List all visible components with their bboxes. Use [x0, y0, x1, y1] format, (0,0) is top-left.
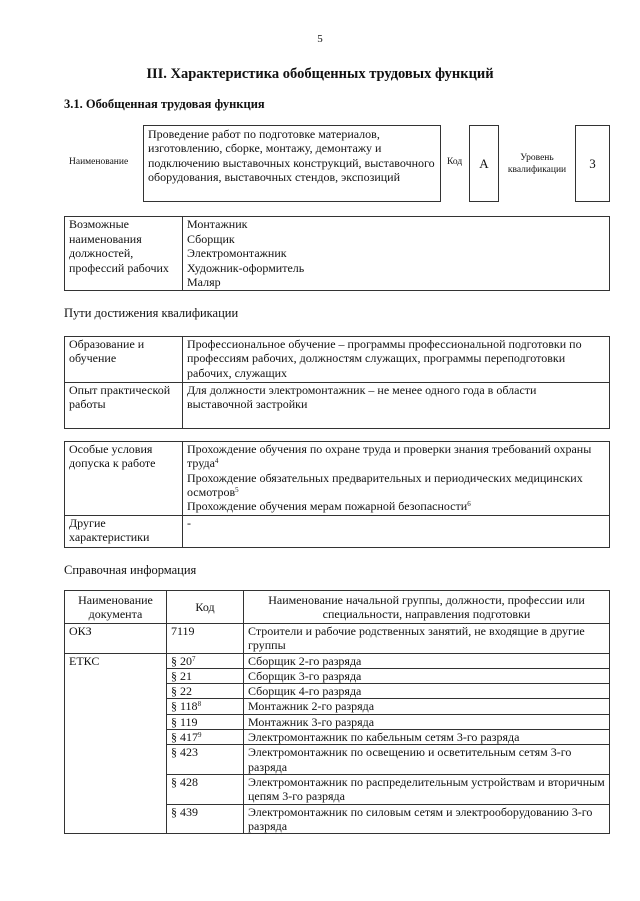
conditions-table	[64, 441, 610, 548]
reference-title: Справочная информация	[64, 563, 197, 577]
function-name-value: Проведение работ по подготовке материалов, изготовлению, сборке, монтажу, демонтажу и подключению выставочных конструкций, выставочного оборудования, выставочных стендов, экспозиций	[148, 127, 435, 184]
footnote-ref: 6	[467, 500, 471, 509]
okz-name: Строители и рабочие родственных занятий, не входящие в другие группы	[244, 624, 610, 654]
function-level-value: 3	[589, 155, 596, 171]
footnote-ref: 8	[197, 700, 202, 709]
reference-header-code: Код	[167, 591, 244, 624]
condition-item: Прохождение обучения мерам пожарной безопасности$^6$	[187, 499, 471, 514]
conditions-list	[183, 442, 610, 516]
footnote-ref: 5	[235, 485, 239, 494]
experience-label: Опыт практической работы	[65, 383, 183, 429]
function-level-label: Уровень квалификации	[507, 153, 567, 175]
etks-name: Сборщик 4-го разряда	[244, 684, 610, 699]
position-item: Маляр	[187, 275, 221, 290]
okz-code: 7119	[167, 624, 244, 654]
etks-name: Электромонтажник по силовым сетям и электрооборудованию 3-го разряда	[244, 804, 610, 834]
function-code-value: А	[479, 155, 489, 171]
etks-code: § 428	[167, 774, 244, 804]
function-name-box	[143, 125, 441, 202]
etks-doc: ЕТКС	[65, 653, 167, 834]
etks-name: Монтажник 2-го разряда	[244, 699, 610, 714]
etks-name: Монтажник 3-го разряда	[244, 714, 610, 729]
function-code-box	[469, 125, 499, 202]
function-level-box	[575, 125, 610, 202]
function-code-label: Код	[447, 157, 463, 167]
etks-name: Сборщик 3-го разряда	[244, 668, 610, 683]
education-label: Образование и обучение	[65, 337, 183, 383]
qualification-table	[64, 336, 610, 429]
footnote-ref: 7	[192, 654, 196, 663]
footnote-ref: 9	[198, 731, 202, 740]
reference-table	[64, 590, 610, 834]
reference-header-doc: Наименование документа	[65, 591, 167, 624]
etks-code: § 21	[167, 668, 244, 683]
position-item: Сборщик	[187, 231, 235, 246]
okz-doc: ОКЗ	[65, 624, 167, 654]
education-value: Профессиональное обучение – программы профессиональной подготовки по профессиям рабочих, должностям служащих, программы переподготовки рабочих, служащих	[183, 337, 610, 383]
positions-table	[64, 216, 610, 291]
other-value: -	[183, 516, 610, 548]
etks-code: § 439	[167, 804, 244, 834]
conditions-label: Особые условия допуска к работе	[65, 442, 183, 516]
etks-code: § 22	[167, 684, 244, 699]
etks-name: Электромонтажник по кабельным сетям 3-го разряда	[244, 730, 610, 745]
function-name-label: Наименование	[69, 157, 129, 167]
positions-label: Возможные наименования должностей, профессий рабочих	[65, 217, 183, 291]
footnote-ref: 4	[214, 457, 219, 466]
position-item: Монтажник	[187, 217, 248, 231]
experience-value: Для должности электромонтажник – не менее одного года в области выставочной застройки	[183, 383, 610, 429]
etks-code: § 423	[167, 745, 244, 775]
etks-name: Сборщик 2-го разряда	[244, 653, 610, 668]
etks-code: § $20^7$	[167, 653, 244, 668]
position-item: Электромонтажник	[187, 246, 287, 261]
etks-code: § $417^9$	[167, 730, 244, 745]
etks-name: Электромонтажник по распределительным устройствам и вторичным цепям 3-го разряда	[244, 774, 610, 804]
other-label: Другие характеристики	[65, 516, 183, 548]
page-number: 5	[317, 33, 323, 45]
etks-code: § 119	[167, 714, 244, 729]
etks-code: § $118^8$	[167, 699, 244, 714]
subsection-title: 3.1. Обобщенная трудовая функция	[64, 97, 265, 111]
position-item: Художник-оформитель	[187, 260, 305, 275]
etks-name: Электромонтажник по освещению и осветительным сетям 3-го разряда	[244, 745, 610, 775]
section-title: III. Характеристика обобщенных трудовых функций	[146, 66, 494, 82]
condition-item: Прохождение обучения по охране труда и проверки знания требований охраны труда$^4$	[187, 442, 592, 471]
condition-item: Прохождение обязательных предварительных и периодических медицинских осмотров$^5$	[187, 470, 583, 499]
paths-title: Пути достижения квалификации	[64, 306, 239, 320]
reference-header-name: Наименование начальной группы, должности, профессии или специальности, направления подготовки	[244, 591, 610, 624]
positions-list	[183, 217, 610, 291]
